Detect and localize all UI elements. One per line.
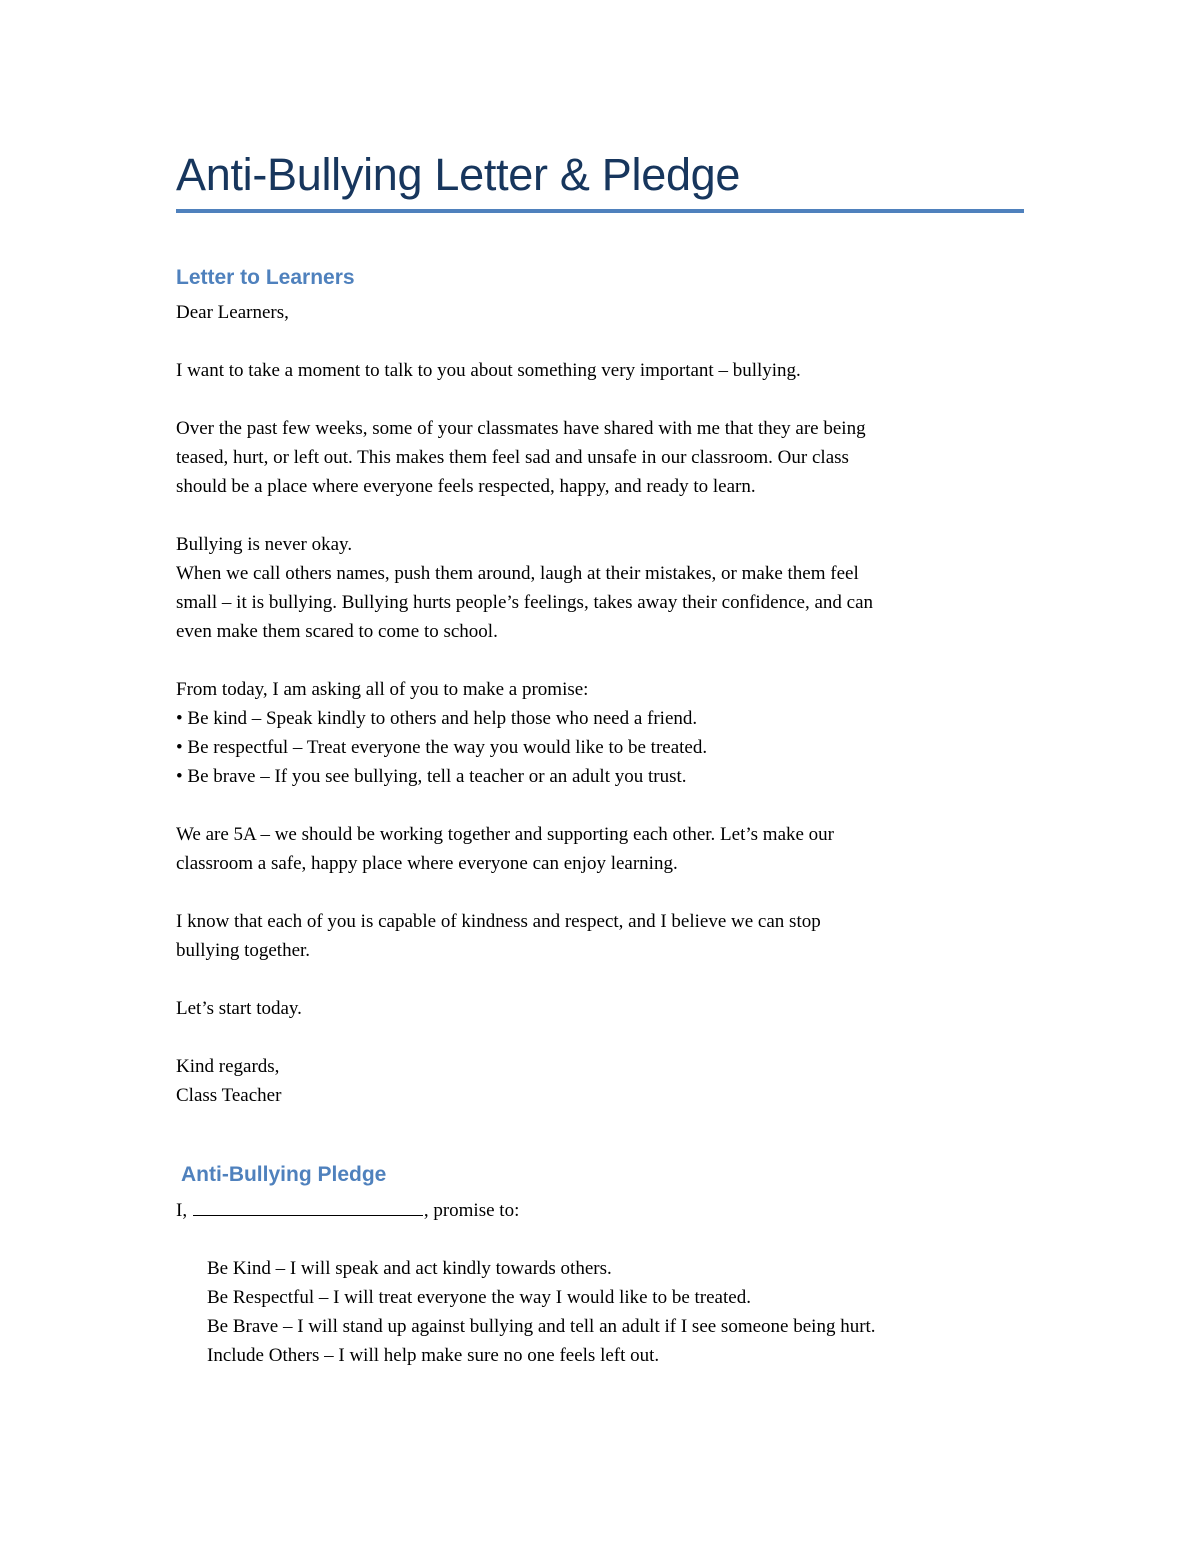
paragraph-line: When we call others names, push them around, laugh at their mistakes, or make them feel xyxy=(176,563,859,584)
letter-intro: I want to take a moment to talk to you about something very important – bullying. xyxy=(176,360,801,381)
commitment-item: Include Others – I will help make sure no one feels left out. xyxy=(207,1345,660,1366)
pledge-commitments xyxy=(207,1254,876,1370)
promise-intro: From today, I am asking all of you to make a promise: xyxy=(176,679,589,700)
pledge-name-line xyxy=(176,1196,519,1225)
paragraph-line: small – it is bullying. Bullying hurts people’s feelings, takes away their confidence, and can xyxy=(176,592,874,613)
paragraph-line: even make them scared to come to school. xyxy=(176,621,498,642)
letter-heading: Letter to Learners xyxy=(176,266,355,289)
paragraph-line: bullying together. xyxy=(176,940,311,961)
pledge-prefix: I, xyxy=(176,1200,188,1221)
paragraph-line: We are 5A – we should be working together and supporting each other. Let’s make our xyxy=(176,824,835,845)
commitment-item: Be Kind – I will speak and act kindly towards others. xyxy=(207,1258,612,1279)
promise-item: • Be respectful – Treat everyone the way you would like to be treated. xyxy=(176,737,708,758)
letter-signature: Class Teacher xyxy=(176,1085,282,1106)
letter-body xyxy=(176,298,873,1110)
pledge-heading: Anti-Bullying Pledge xyxy=(181,1163,387,1186)
paragraph-line: I know that each of you is capable of kindness and respect, and I believe we can stop xyxy=(176,911,821,932)
pledge-suffix: , promise to: xyxy=(423,1200,520,1221)
commitment-item: Be Respectful – I will treat everyone the way I would like to be treated. xyxy=(207,1287,751,1308)
name-blank xyxy=(193,1197,423,1216)
paragraph-line: classroom a safe, happy place where everyone can enjoy learning. xyxy=(176,853,678,874)
document-title: Anti-Bullying Letter & Pledge xyxy=(176,149,741,200)
paragraph-line: should be a place where everyone feels respected, happy, and ready to learn. xyxy=(176,476,756,497)
promise-item: • Be brave – If you see bullying, tell a teacher or an adult you trust. xyxy=(176,766,687,787)
call-to-action: Let’s start today. xyxy=(176,998,302,1019)
paragraph-line: Over the past few weeks, some of your classmates have shared with me that they are being xyxy=(176,418,866,439)
promise-item: • Be kind – Speak kindly to others and help those who need a friend. xyxy=(176,708,698,729)
title-underline xyxy=(176,209,1024,213)
letter-salutation: Dear Learners, xyxy=(176,302,289,323)
letter-closing: Kind regards, xyxy=(176,1056,280,1077)
paragraph-line: Bullying is never okay. xyxy=(176,534,353,555)
commitment-item: Be Brave – I will stand up against bullying and tell an adult if I see someone being hurt. xyxy=(207,1316,876,1337)
paragraph-line: teased, hurt, or left out. This makes them feel sad and unsafe in our classroom. Our class xyxy=(176,447,849,468)
